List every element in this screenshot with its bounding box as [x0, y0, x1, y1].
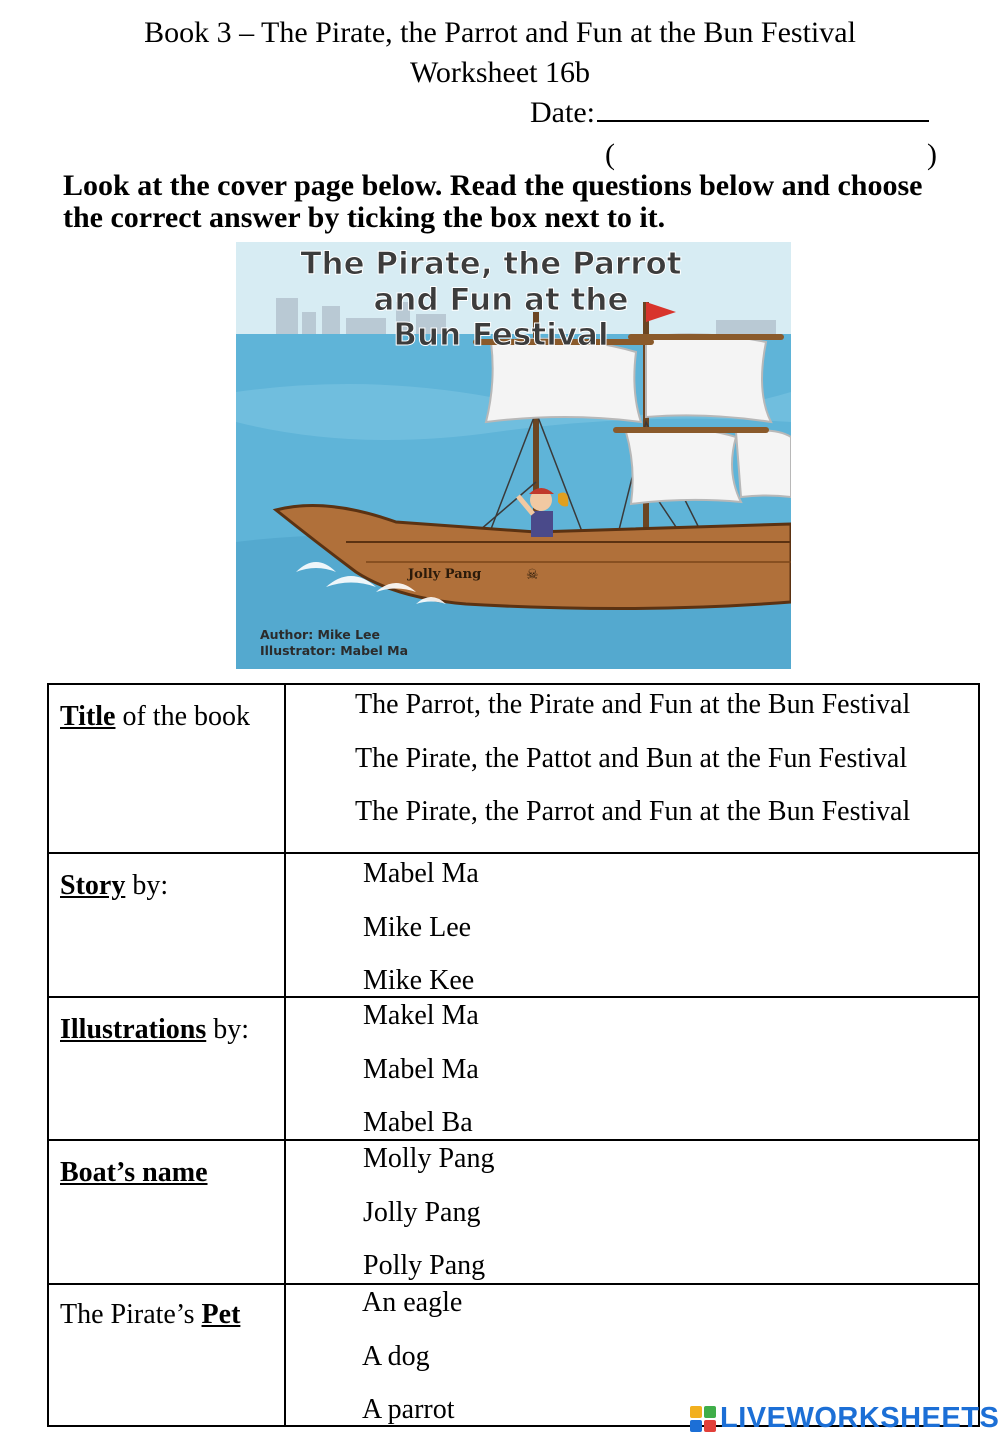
question-label: Boat’s name: [60, 1157, 208, 1188]
date-field: [530, 96, 929, 130]
skull-icon: ☠: [526, 568, 539, 583]
paren-close: ): [927, 138, 937, 171]
question-row-title: [49, 685, 978, 854]
cover-title-line: and Fun at the: [373, 282, 629, 318]
question-label: Title of the book: [60, 701, 251, 732]
question-label: Story by:: [60, 870, 169, 901]
answer-option[interactable]: Mabel Ba: [363, 1107, 473, 1138]
class-number-field[interactable]: [605, 138, 937, 172]
cover-author: Author: Mike Lee: [260, 627, 381, 642]
question-row-illustrations: [49, 998, 978, 1141]
answer-option[interactable]: The Parrot, the Pirate and Fun at the Bun Festival: [355, 689, 911, 720]
answer-option[interactable]: Mabel Ma: [363, 858, 479, 889]
liveworksheets-logo-icon: [690, 1406, 716, 1432]
watermark-text: LIVEWORKSHEETS: [720, 1402, 1000, 1434]
answer-option[interactable]: Jolly Pang: [363, 1197, 481, 1228]
worksheet-number: Worksheet 16b: [409, 56, 591, 89]
answer-option[interactable]: Mike Kee: [363, 965, 475, 996]
cover-illustrator: Illustrator: Mabel Ma: [260, 643, 409, 658]
date-blank[interactable]: [597, 96, 929, 122]
instructions: Look at the cover page below. Read the questions below and choose the correct answer by ticking the box next to it.: [63, 169, 923, 234]
answer-option[interactable]: The Pirate, the Parrot and Fun at the Bun Festival: [355, 796, 911, 827]
cover-title-line: The Pirate, the Parrot: [300, 246, 682, 282]
cover-boat-name: Jolly Pang: [408, 567, 482, 582]
cover-title-line: Bun Festival: [393, 317, 609, 353]
answer-option[interactable]: Makel Ma: [363, 1000, 479, 1031]
book-cover-image: [236, 242, 791, 669]
answer-option[interactable]: Molly Pang: [363, 1143, 495, 1174]
question-cell: [49, 998, 286, 1139]
question-cell: [49, 1141, 286, 1283]
answer-option[interactable]: A dog: [362, 1341, 430, 1372]
answer-option[interactable]: Polly Pang: [363, 1250, 486, 1281]
question-row-story: [49, 854, 978, 998]
question-cell: [49, 854, 286, 996]
date-label: Date:: [530, 96, 595, 129]
answer-option[interactable]: Mike Lee: [363, 912, 472, 943]
answer-option[interactable]: A parrot: [362, 1394, 455, 1425]
answer-option[interactable]: An eagle: [362, 1287, 463, 1318]
liveworksheets-logo: [690, 1402, 999, 1435]
answer-option[interactable]: The Pirate, the Pattot and Bun at the Fun Festival: [355, 743, 908, 774]
question-table: [47, 683, 980, 1427]
question-label: Illustrations by:: [60, 1014, 250, 1045]
question-cell: [49, 1285, 286, 1425]
question-cell: [49, 685, 286, 852]
question-label: The Pirate’s Pet: [60, 1299, 241, 1330]
worksheet-title: Book 3 – The Pirate, the Parrot and Fun at the Bun Festival: [144, 16, 856, 49]
answer-option[interactable]: Mabel Ma: [363, 1054, 479, 1085]
paren-open: (: [605, 138, 615, 171]
question-row-boat-name: [49, 1141, 978, 1285]
